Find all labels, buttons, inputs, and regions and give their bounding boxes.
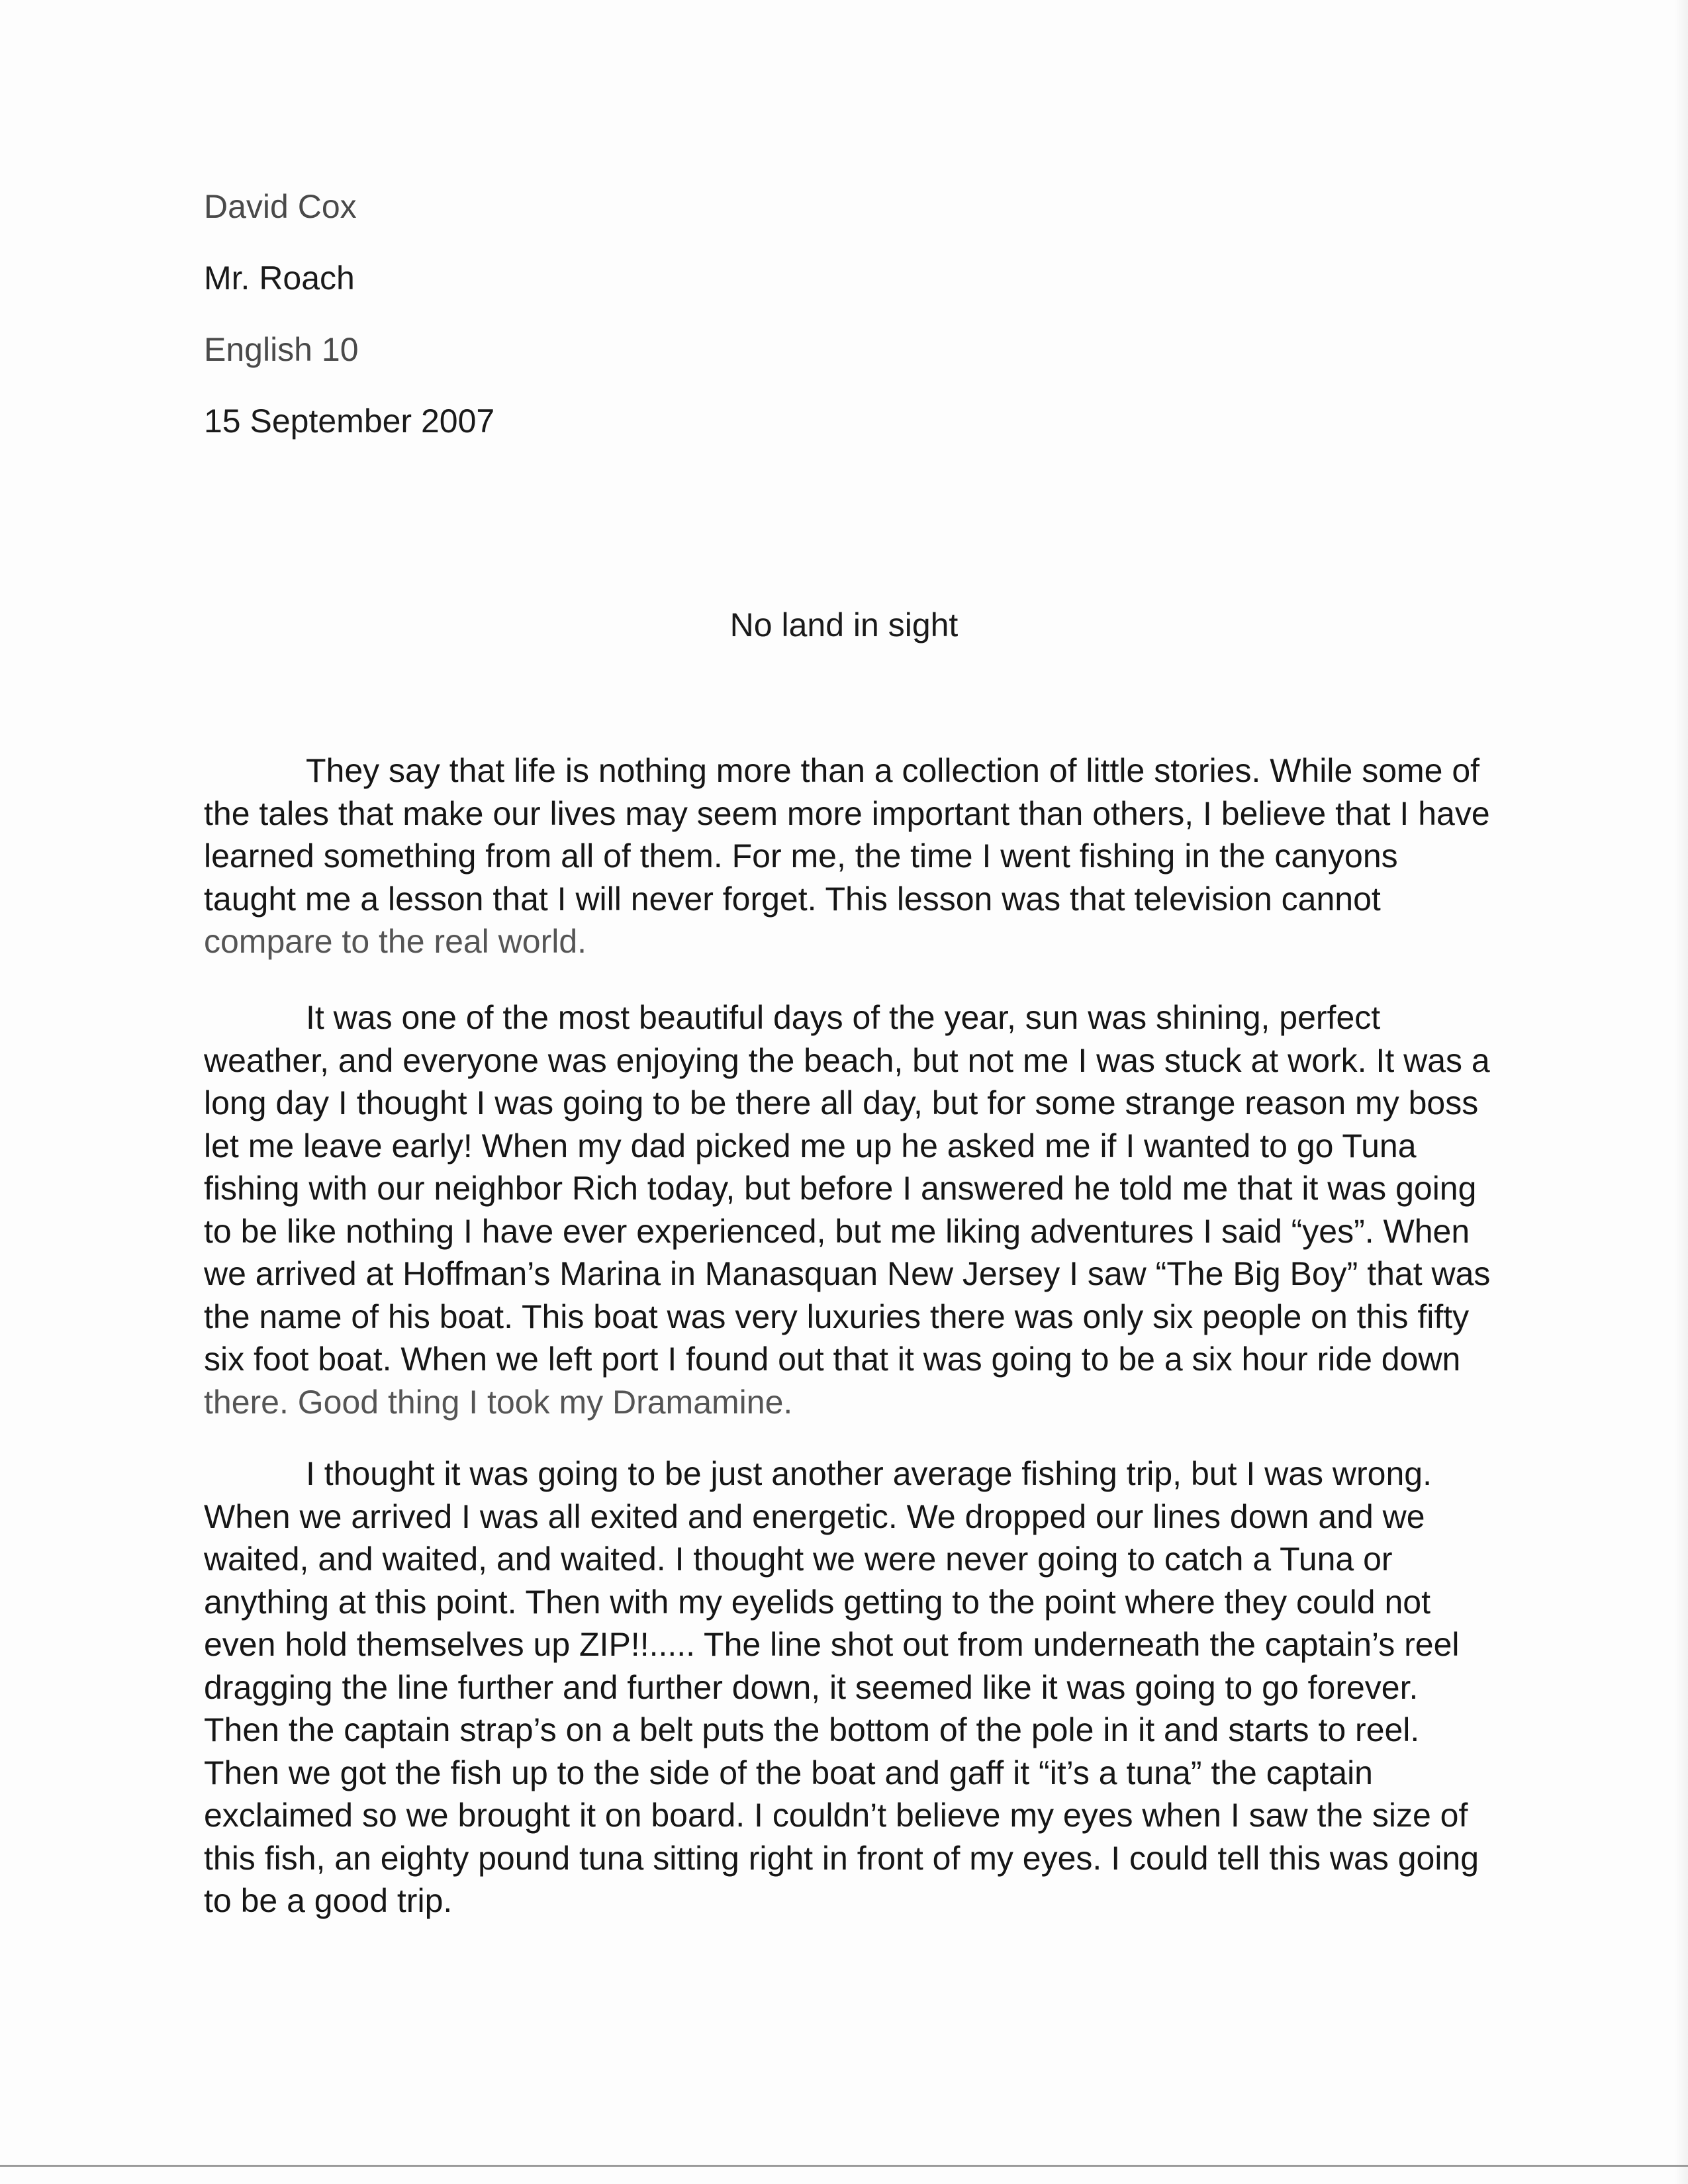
- paragraph-line: even hold themselves up ZIP!!..... The line shot out from underneath the captain’s reel: [204, 1626, 1460, 1663]
- paragraph-line: dragging the line further and further down, it seemed like it was going to go forever.: [204, 1668, 1419, 1706]
- paragraph-line: six foot boat. When we left port I found out that it was going to be a six hour ride down: [204, 1341, 1461, 1378]
- scan-edge-shadow: [1675, 0, 1688, 2184]
- paragraph-3: [204, 1452, 1528, 1923]
- paragraph-line: fishing with our neighbor Rich today, but before I answered he told me that it was going: [204, 1170, 1477, 1207]
- paragraph-1: [204, 749, 1528, 963]
- paragraph-line: Then we got the fish up to the side of the boat and gaff it “it’s a tuna” the captain: [204, 1754, 1373, 1791]
- paragraph-line: They say that life is nothing more than a collection of little stories. While some of: [306, 752, 1480, 789]
- paragraph-line: long day I thought I was going to be there all day, but for some strange reason my boss: [204, 1084, 1479, 1121]
- course-name: English 10: [204, 331, 359, 368]
- paragraph-line: the tales that make our lives may seem more important than others, I believe that I have: [204, 794, 1490, 832]
- essay-date: 15 September 2007: [204, 403, 495, 440]
- paragraph-line: the name of his boat. This boat was very luxuries there was only six people on this fifty: [204, 1298, 1470, 1335]
- student-name: David Cox: [204, 188, 357, 225]
- scan-bottom-edge: [0, 2165, 1688, 2167]
- paragraph-line: we arrived at Hoffman’s Marina in Manasquan New Jersey I saw “The Big Boy” that was: [204, 1255, 1491, 1292]
- paragraph-line: compare to the real world.: [204, 923, 587, 960]
- paragraph-line: there. Good thing I took my Dramamine.: [204, 1383, 793, 1421]
- paragraph-line: It was one of the most beautiful days of the year, sun was shining, perfect: [306, 999, 1381, 1036]
- paragraph-line: weather, and everyone was enjoying the beach, but not me I was stuck at work. It was a: [204, 1041, 1490, 1079]
- essay-title: No land in sight: [729, 606, 959, 643]
- paragraph-line: exclaimed so we brought it on board. I couldn’t believe my eyes when I saw the size of: [204, 1797, 1468, 1834]
- paragraph-line: Then the captain strap’s on a belt puts the bottom of the pole in it and starts to reel.: [204, 1711, 1420, 1748]
- paragraph-line: learned something from all of them. For me, the time I went fishing in the canyons: [204, 837, 1398, 875]
- paragraph-line: to be a good trip.: [204, 1882, 453, 1919]
- paragraph-line: to be like nothing I have ever experienced, but me liking adventures I said “yes”. When: [204, 1212, 1470, 1250]
- paragraph-line: let me leave early! When my dad picked me up he asked me if I wanted to go Tuna: [204, 1127, 1417, 1164]
- teacher-name: Mr. Roach: [204, 260, 355, 297]
- paragraph-line: When we arrived I was all exited and energetic. We dropped our lines down and we: [204, 1497, 1425, 1535]
- paragraph-line: taught me a lesson that I will never forget. This lesson was that television cannot: [204, 880, 1381, 918]
- paragraph-2: [204, 996, 1528, 1423]
- essay-heading: [204, 171, 800, 457]
- paragraph-line: this fish, an eighty pound tuna sitting right in front of my eyes. I could tell this was going: [204, 1839, 1479, 1877]
- paragraph-line: I thought it was going to be just another average fishing trip, but I was wrong.: [306, 1455, 1432, 1492]
- paragraph-line: anything at this point. Then with my eyelids getting to the point where they could not: [204, 1583, 1430, 1621]
- paragraph-line: waited, and waited, and waited. I thought we were never going to catch a Tuna or: [204, 1541, 1393, 1578]
